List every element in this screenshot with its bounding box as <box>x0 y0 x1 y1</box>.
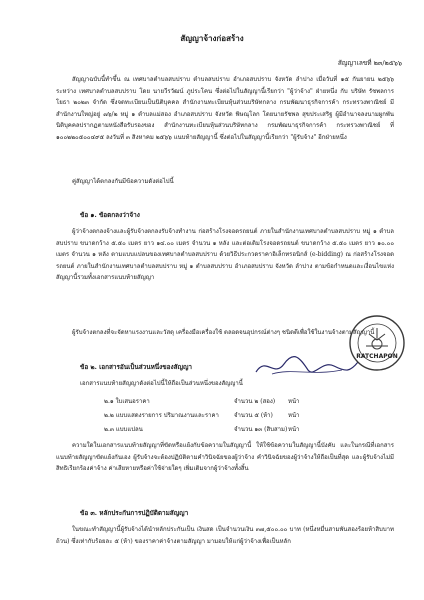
intro-paragraph: สัญญาฉบับนี้ทำขึ้น ณ เทศบาลตำบลสบปราบ ตำบลสบปราบ อำเภอสบปราบ จังหวัด ลำปาง เมื่อวันที่ ๑๕ กันยายน ๒๕๖๖ ระหว่าง เทศบาลตำบลสบปราบ โดย นายวีรวัฒน์ ภูประโคน ซึ่งต่อไปในสัญญานี้เรียกว่า "ผู้ว่าจ้าง" ฝ่ายหนึ่ง กับ บริษัท รัชพลการโยธา ๒๐๒๓ จำกัด ซึ่งจดทะเบียนเป็นนิติบุคคล สำนักงานทะเบียนหุ้นส่วนบริษัทกลาง กรมพัฒนาธุรกิจการค้า กระทรวงพาณิชย์ มีสำนักงานใหญ่อยู่ ๗๖/๒ หมู่ ๑ ตำบลแม่สอง อำเภอสบปราบ จังหวัด พิษณุโลก โดยนายรัชพล สุขประเสริฐ ผู้มีอำนาจลงนามผูกพันนิติบุคคลปรากฏตามหนังสือรับรองของ สำนักงานทะเบียนหุ้นส่วนบริษัทกลาง กรมพัฒนาธุรกิจการค้า กระทรวงพาณิชย์ ที่ ๑๐๐๒๒๐๕๐๐๔๙๕ ลงวันที่ ๓ สิงหาคม ๒๕๖๖ แนบท้ายสัญญานี้ ซึ่งต่อไปในสัญญานี้เรียกว่า "ผู้รับจ้าง" อีกฝ่ายหนึ่ง <box>56 76 394 141</box>
clause-1-supplies-paragraph: ผู้รับจ้างตกลงที่จะจัดหาแรงงานและวัสดุ เครื่องมือเครื่องใช้ ตลอดจนอุปกรณ์ต่างๆ ชนิดดีเพื่อใช้ในงานจ้างตามสัญญานี้ <box>72 329 375 336</box>
clause-3-heading: ข้อ ๓. หลักประกันการปฏิบัติตามสัญญา <box>80 509 189 517</box>
attachment-row <box>104 424 324 434</box>
attachment-label: ๒.๑ ใบเสนอราคา <box>104 398 150 405</box>
attachment-label: ๒.๓ แบบแปลน <box>104 426 143 433</box>
clause-2-conflict-paragraph: ความใดในเอกสารแนบท้ายสัญญาที่ขัดหรือแย้งกับข้อความในสัญญานี้ ให้ใช้ข้อความในสัญญานี้บังคับ และในกรณีที่เอกสารแนบท้ายสัญญาขัดแย้งกันเอง ผู้รับจ้างจะต้องปฏิบัติตามคำวินิจฉัยของผู้ว่าจ้าง คำวินิจฉัยของผู้ว่าจ้างให้ถือเป็นที่สุด และผู้รับจ้างไม่มีสิทธิเรียกร้องค่าจ้าง ค่าเสียหายหรือค่าใช้จ่ายใดๆ เพิ่มเติมจากผู้ว่าจ้างทั้งสิ้น <box>56 442 394 473</box>
clause-1-paragraph: ผู้ว่าจ้างตกลงจ้างและผู้รับจ้างตกลงรับจ้างทำงาน ก่อสร้างโรงจอดรถยนต์ ภายในสำนักงานเทศบาลตำบลสบปราบ หมู่ ๑ ตำบลสบปราบ ขนาดกว้าง ๕.๕๐ เมตร ยาว ๑๔.๐๐ เมตร จำนวน ๑ หลัง และต่อเติมโรงจอดรถยนต์ ขนาดกว้าง ๕.๕๐ เมตร ยาว ๑๐.๐๐ เมตร จำนวน ๑ หลัง ตามแบบแปลนของเทศบาลตำบลสบปราบ ด้วยวิธีประกวดราคาอิเล็กทรอนิกส์ (e-bidding) ณ ก่อสร้างโรงจอดรถยนต์ ภายในสำนักงานเทศบาลตำบลสบปราบ หมู่ ๑ ตำบลสบปราบ อำเภอสบปราบ จังหวัด ลำปาง ตามข้อกำหนดและเงื่อนไขแห่งสัญญานี้รวมทั้งเอกสารแนบท้ายสัญญา <box>56 228 394 282</box>
intro-agreement-line: คู่สัญญาได้ตกลงกันมีข้อความดังต่อไปนี้ <box>72 178 174 185</box>
attachment-row <box>104 396 324 406</box>
attachment-unit: หน้า <box>288 398 300 405</box>
clause-2-heading: ข้อ ๒. เอกสารอันเป็นส่วนหนึ่งของสัญญา <box>80 363 192 371</box>
contract-number: สัญญาเลขที่ ๒๓/๒๕๖๖ <box>337 59 402 67</box>
attachment-count: จำนวน ๒ (สอง) <box>234 398 276 405</box>
handwritten-signature <box>252 352 362 380</box>
clause-3-paragraph: ในขณะทำสัญญานี้ผู้รับจ้างได้นำหลักประกันเป็น เงินสด เป็นจำนวนเงิน ๓๗,๕๐๐.๐๐ บาท (หนึ่งหมื่นสามพันสองร้อยห้าสิบบาทถ้วน) ซึ่งเท่ากับร้อยละ ๕ (ห้า) ของราคาค่าจ้างตามสัญญา มามอบให้แก่ผู้ว่าจ้างเพื่อเป็นหลัก <box>56 526 394 545</box>
clause-1-heading: ข้อ ๑. ข้อตกลงว่าจ้าง <box>80 211 140 219</box>
attachment-unit: หน้า <box>288 412 300 419</box>
attachment-unit: หน้า <box>288 426 300 433</box>
attachment-count: จำนวน ๕ (ห้า) <box>234 412 273 419</box>
seal-text: RATCHAPON <box>356 353 398 360</box>
attachment-count: จำนวน ๑๓ (สิบสาม) <box>234 426 288 433</box>
attachment-row <box>104 410 324 420</box>
company-seal <box>348 314 406 372</box>
clause-2-intro: เอกสารแนบท้ายสัญญาดังต่อไปนี้ให้ถือเป็นส่วนหนึ่งของสัญญานี้ <box>80 380 243 387</box>
attachment-label: ๒.๒ แบบแสดงรายการ ปริมาณงานและราคา <box>104 412 219 419</box>
document-title: สัญญาจ้างก่อสร้าง <box>180 33 244 43</box>
